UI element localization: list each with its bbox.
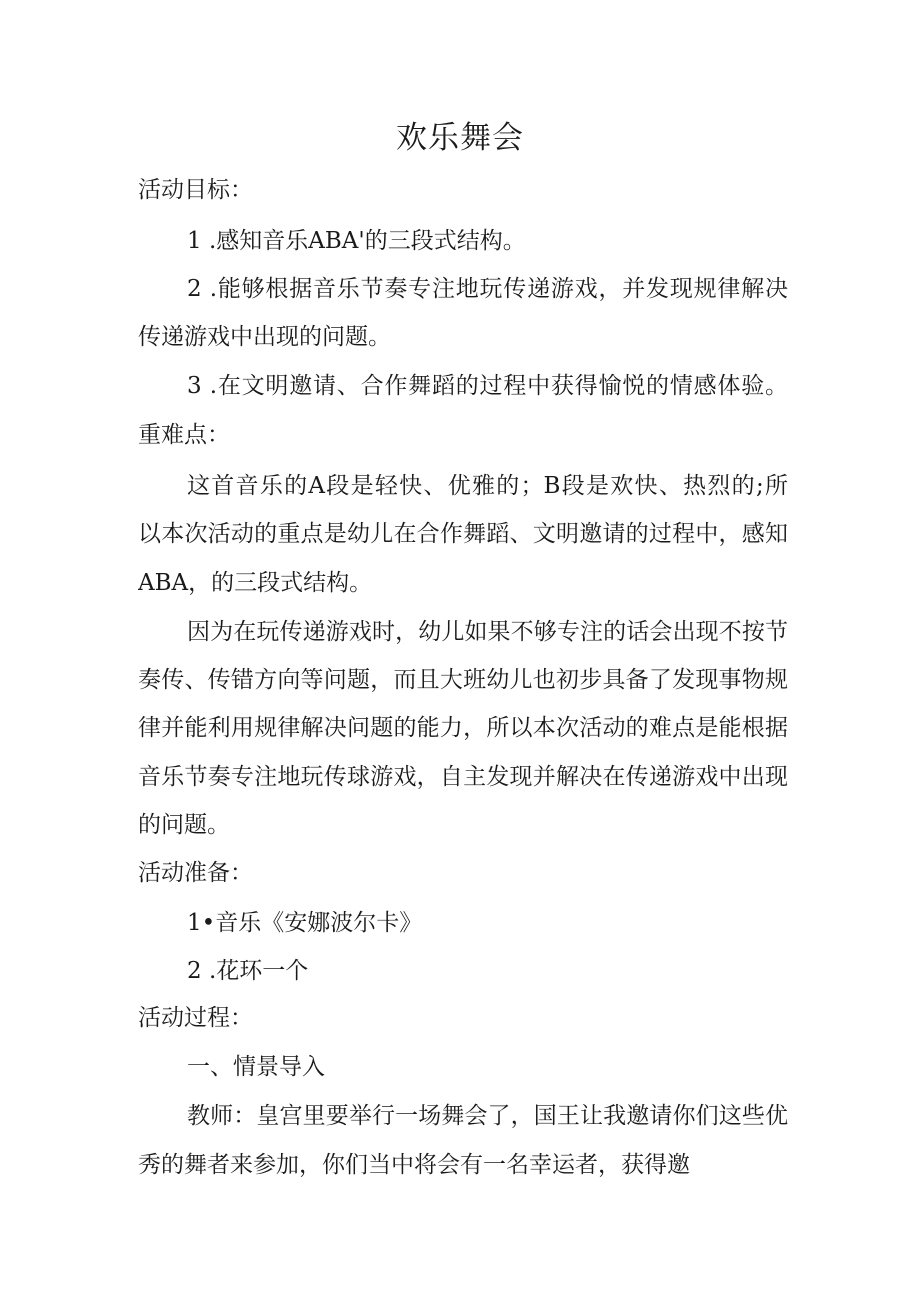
document-title: 欢乐舞会 xyxy=(396,120,524,156)
key-points-paragraph-2-line-3: 律并能利用规律解决问题的能力，所以本次活动的难点是能根据 xyxy=(138,715,788,741)
key-points-paragraph-2-line-5: 的问题。 xyxy=(138,812,230,838)
goal-item-3: 3 .在文明邀请、合作舞蹈的过程中获得愉悦的情感体验。 xyxy=(187,373,788,399)
goal-item-2-line-2: 传递游戏中出现的问题。 xyxy=(138,324,391,350)
section-heading-process: 活动过程： xyxy=(138,1005,253,1031)
key-points-paragraph-2-line-4: 音乐节奏专注地玩传球游戏，自主发现并解决在传递游戏中出现 xyxy=(138,764,788,790)
section-heading-goals: 活动目标： xyxy=(138,177,253,203)
preparation-item-1: 1•音乐《安娜波尔卡》 xyxy=(187,910,423,936)
key-points-paragraph-2-line-1: 因为在玩传递游戏时，幼儿如果不够专注的话会出现不按节 xyxy=(187,619,788,645)
key-points-paragraph-1-line-3: ABA，的三段式结构。 xyxy=(138,570,373,596)
section-heading-preparation: 活动准备： xyxy=(138,860,253,886)
process-step-heading-1: 一、情景导入 xyxy=(187,1054,325,1080)
key-points-paragraph-1-line-2: 以本次活动的重点是幼儿在合作舞蹈、文明邀请的过程中，感知 xyxy=(138,521,788,547)
goal-item-2-line-1: 2 .能够根据音乐节奏专注地玩传递游戏，并发现规律解决 xyxy=(187,276,788,302)
process-paragraph-line-1: 教师：皇宫里要举行一场舞会了，国王让我邀请你们这些优 xyxy=(187,1103,788,1129)
key-points-paragraph-2-line-2: 奏传、传错方向等问题，而且大班幼儿也初步具备了发现事物规 xyxy=(138,667,788,693)
preparation-item-2: 2 .花环一个 xyxy=(187,958,309,984)
process-paragraph-line-2: 秀的舞者来参加，你们当中将会有一名幸运者，获得邀 xyxy=(138,1152,690,1178)
key-points-paragraph-1-line-1: 这首音乐的A段是轻快、优雅的；B段是欢快、热烈的;所 xyxy=(187,473,788,499)
goal-item-1: 1 .感知音乐ABA'的三段式结构。 xyxy=(187,228,526,254)
section-heading-key-points: 重难点： xyxy=(138,422,230,448)
